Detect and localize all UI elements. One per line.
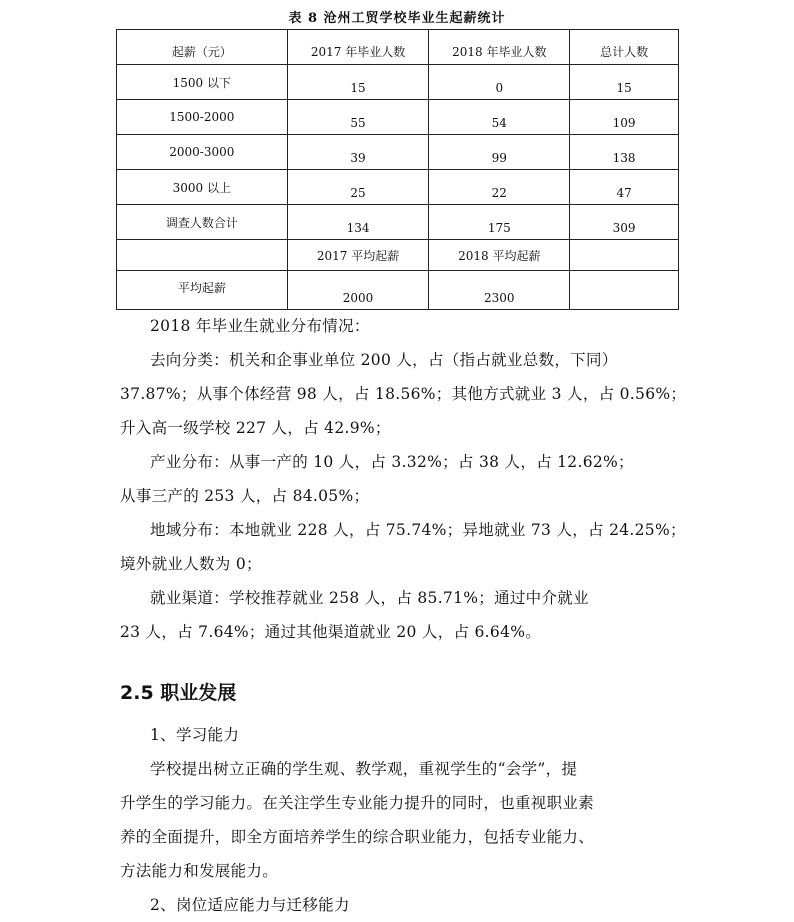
paragraph-line: 升学生的学习能力。在关注学生专业能力提升的同时，也重视职业素 <box>120 794 595 812</box>
table-cell: 2017 平均起薪 <box>287 240 429 271</box>
paragraph-intro: 2018 年毕业生就业分布情况： <box>150 317 370 335</box>
table-cell: 55 <box>287 100 429 135</box>
table-cell: 15 <box>570 65 679 100</box>
paragraph-line: 37.87%；从事个体经营 98 人，占 18.56%；其他方式就业 3 人，占 0.56%； <box>120 385 687 403</box>
table-cell: 54 <box>429 100 570 135</box>
header-cell: 总计人数 <box>570 30 679 65</box>
salary-table <box>116 29 679 310</box>
table-row <box>117 240 679 271</box>
subheading: 1、学习能力 <box>150 726 240 744</box>
table-row <box>117 205 679 240</box>
paragraph-line: 养的全面提升，即全方面培养学生的综合职业能力，包括专业能力、 <box>120 828 595 846</box>
table-cell: 2300 <box>429 271 570 310</box>
table-cell: 调查人数合计 <box>117 205 288 240</box>
paragraph-line: 产业分布：从事一产的 10 人，占 3.32%；占 38 人，占 12.62%； <box>150 453 634 471</box>
table-cell: 47 <box>570 170 679 205</box>
table-cell: 25 <box>287 170 429 205</box>
table-cell: 175 <box>429 205 570 240</box>
paragraph-line: 23 人，占 7.64%；通过其他渠道就业 20 人，占 6.64%。 <box>120 623 542 641</box>
paragraph-line: 方法能力和发展能力。 <box>120 862 279 880</box>
table-cell: 39 <box>287 135 429 170</box>
table-cell <box>117 240 288 271</box>
subheading: 2、岗位适应能力与迁移能力 <box>150 896 350 914</box>
employment-distribution <box>120 309 687 649</box>
table-cell: 99 <box>429 135 570 170</box>
paragraph-line: 地域分布：本地就业 228 人，占 75.74%；异地就业 73 人，占 24.25%； <box>150 521 686 539</box>
section-heading: 2.5 职业发展 <box>120 682 237 704</box>
career-development <box>120 718 680 922</box>
paragraph-line: 从事三产的 253 人，占 84.05%； <box>120 487 370 505</box>
paragraph-line: 去向分类：机关和企事业单位 200 人，占（指占就业总数，下同） <box>150 351 618 369</box>
table-row <box>117 100 679 135</box>
paragraph-line: 学校提出树立正确的学生观、教学观，重视学生的“会学”，提 <box>150 760 578 778</box>
table-header-row <box>117 30 679 65</box>
table-row <box>117 170 679 205</box>
header-cell: 2018 年毕业人数 <box>429 30 570 65</box>
table-cell: 0 <box>429 65 570 100</box>
table-cell: 138 <box>570 135 679 170</box>
table-cell: 1500-2000 <box>117 100 288 135</box>
table-cell: 2018 平均起薪 <box>429 240 570 271</box>
table-cell: 15 <box>287 65 429 100</box>
table-cell: 309 <box>570 205 679 240</box>
table-cell: 3000 以上 <box>117 170 288 205</box>
table-cell: 2000 <box>287 271 429 310</box>
table-row <box>117 135 679 170</box>
header-cell: 2017 年毕业人数 <box>287 30 429 65</box>
paragraph-line: 境外就业人数为 0； <box>120 555 262 573</box>
table-cell: 2000-3000 <box>117 135 288 170</box>
header-cell: 起薪（元） <box>117 30 288 65</box>
table-row <box>117 271 679 310</box>
table-cell: 109 <box>570 100 679 135</box>
table-cell <box>570 240 679 271</box>
paragraph-line: 升入高一级学校 227 人，占 42.9%； <box>120 419 391 437</box>
paragraph-line: 就业渠道：学校推荐就业 258 人，占 85.71%；通过中介就业 <box>150 589 589 607</box>
table-cell <box>570 271 679 310</box>
table-caption: 表 8 沧州工贸学校毕业生起薪统计 <box>288 11 506 26</box>
table-cell: 平均起薪 <box>117 271 288 310</box>
table-cell: 134 <box>287 205 429 240</box>
table-row <box>117 65 679 100</box>
table-cell: 1500 以下 <box>117 65 288 100</box>
table-cell: 22 <box>429 170 570 205</box>
